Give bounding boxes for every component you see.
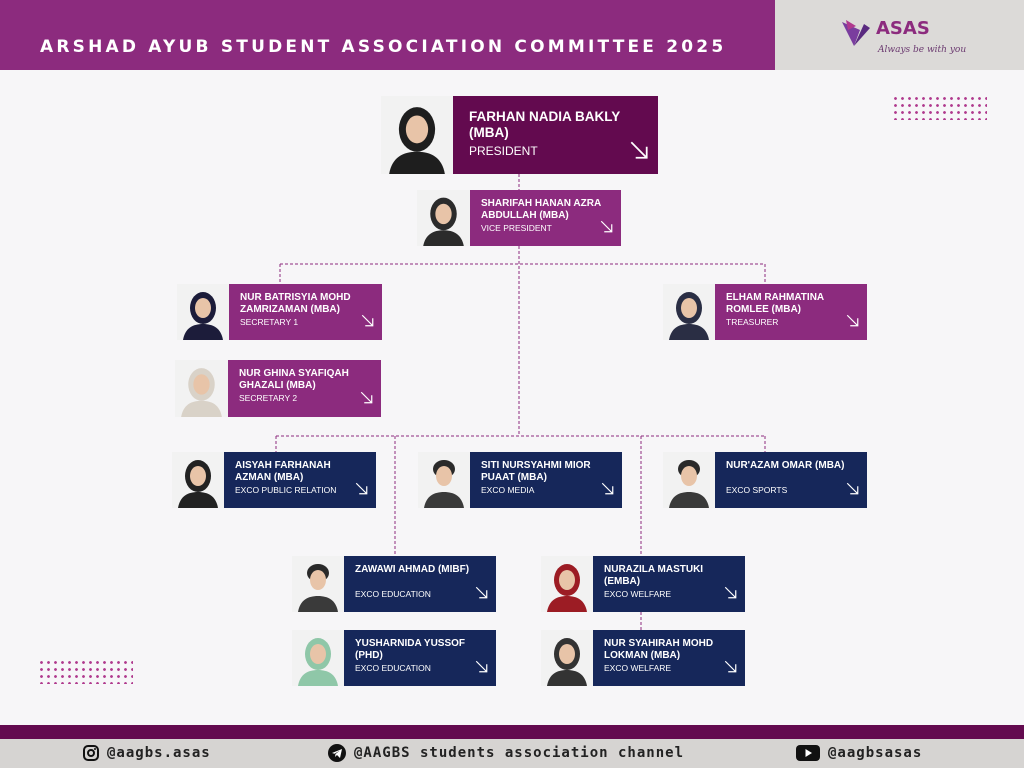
youtube-icon bbox=[796, 745, 820, 761]
member-role: VICE PRESIDENT bbox=[481, 223, 552, 233]
arrow-down-right-icon bbox=[360, 313, 375, 333]
member-label bbox=[715, 452, 867, 508]
member-photo bbox=[541, 630, 593, 686]
member-role: EXCO WELFARE bbox=[604, 589, 672, 599]
member-name: NURAZILA MASTUKI (EMBA) bbox=[604, 564, 704, 587]
decorative-dots-top bbox=[892, 95, 987, 120]
member-photo bbox=[381, 96, 453, 174]
member-name: YUSHARNIDA YUSSOF (PHD) bbox=[355, 638, 466, 661]
member-name: ZAWAWI AHMAD (MIBF) bbox=[355, 564, 470, 575]
member-label bbox=[229, 284, 382, 340]
member-name: NUR BATRISYIA MOHD ZAMRIZAMAN (MBA) bbox=[240, 292, 351, 315]
member-card-vice-president[interactable] bbox=[417, 190, 621, 246]
member-role: EXCO MEDIA bbox=[481, 485, 535, 495]
member-role: EXCO WELFARE bbox=[604, 663, 672, 673]
footer-band bbox=[0, 725, 1024, 739]
member-photo bbox=[541, 556, 593, 612]
member-photo bbox=[292, 556, 344, 612]
arrow-down-right-icon bbox=[600, 481, 615, 501]
member-card-exco-edu1[interactable] bbox=[292, 556, 496, 612]
instagram-handle: @aagbs.asas bbox=[107, 745, 211, 761]
member-card-secretary2[interactable] bbox=[175, 360, 381, 417]
member-photo bbox=[292, 630, 344, 686]
member-role: SECRETARY 1 bbox=[240, 317, 299, 327]
member-card-secretary1[interactable] bbox=[177, 284, 382, 340]
member-role: EXCO EDUCATION bbox=[355, 589, 431, 599]
member-card-exco-sports[interactable] bbox=[663, 452, 867, 508]
arrow-down-right-icon bbox=[474, 659, 489, 679]
instagram-link[interactable] bbox=[83, 744, 211, 762]
member-card-treasurer[interactable] bbox=[663, 284, 867, 340]
member-name: AISYAH FARHANAH AZMAN (MBA) bbox=[235, 460, 331, 483]
member-photo bbox=[663, 284, 715, 340]
member-name: SHARIFAH HANAN AZRA ABDULLAH (MBA) bbox=[481, 198, 601, 221]
member-card-president[interactable] bbox=[381, 96, 658, 174]
member-role: EXCO EDUCATION bbox=[355, 663, 431, 673]
member-card-exco-welfare2[interactable] bbox=[541, 630, 745, 686]
youtube-link[interactable] bbox=[796, 744, 922, 762]
member-role: TREASURER bbox=[726, 317, 779, 327]
arrow-down-right-icon bbox=[599, 219, 614, 239]
telegram-link[interactable] bbox=[328, 744, 684, 762]
arrow-down-right-icon bbox=[723, 585, 738, 605]
arrow-down-right-icon bbox=[359, 390, 374, 410]
member-role: PRESIDENT bbox=[469, 144, 538, 158]
header-bar bbox=[0, 0, 775, 70]
member-photo bbox=[663, 452, 715, 508]
member-label bbox=[470, 190, 621, 246]
telegram-icon bbox=[328, 744, 346, 762]
member-photo bbox=[418, 452, 470, 508]
member-photo bbox=[417, 190, 470, 246]
telegram-channel: @AAGBS students association channel bbox=[354, 745, 685, 761]
arrow-down-right-icon bbox=[845, 313, 860, 333]
member-label bbox=[224, 452, 376, 508]
arrow-down-right-icon bbox=[354, 481, 369, 501]
logo-slogan: Always be with you bbox=[878, 45, 967, 55]
member-photo bbox=[175, 360, 228, 417]
member-card-exco-edu2[interactable] bbox=[292, 630, 496, 686]
member-label bbox=[344, 630, 496, 686]
instagram-icon bbox=[83, 745, 99, 761]
member-name: NUR GHINA SYAFIQAH GHAZALI (MBA) bbox=[239, 368, 349, 391]
member-photo bbox=[177, 284, 229, 340]
member-role: EXCO SPORTS bbox=[726, 485, 788, 495]
member-label bbox=[715, 284, 867, 340]
member-label bbox=[453, 96, 658, 174]
member-name: NUR'AZAM OMAR (MBA) bbox=[726, 460, 845, 471]
page-title: ARSHAD AYUB STUDENT ASSOCIATION COMMITTEE 2025 bbox=[40, 37, 727, 57]
member-card-exco-welfare1[interactable] bbox=[541, 556, 745, 612]
member-name: ELHAM RAHMATINA ROMLEE (MBA) bbox=[726, 292, 824, 315]
member-label bbox=[470, 452, 622, 508]
member-photo bbox=[172, 452, 224, 508]
decorative-dots-bottom bbox=[38, 659, 133, 684]
member-name: NUR SYAHIRAH MOHD LOKMAN (MBA) bbox=[604, 638, 714, 661]
member-label bbox=[593, 630, 745, 686]
member-role: SECRETARY 2 bbox=[239, 393, 298, 403]
arrow-down-right-icon bbox=[628, 139, 650, 166]
member-name: SITI NURSYAHMI MIOR PUAAT (MBA) bbox=[481, 460, 591, 483]
member-label bbox=[593, 556, 745, 612]
member-label bbox=[344, 556, 496, 612]
member-name: FARHAN NADIA BAKLY (MBA) bbox=[469, 109, 621, 140]
member-role: EXCO PUBLIC RELATION bbox=[235, 485, 337, 495]
arrow-down-right-icon bbox=[723, 659, 738, 679]
mortarboard-icon bbox=[840, 16, 876, 52]
youtube-handle: @aagbsasas bbox=[828, 745, 923, 761]
arrow-down-right-icon bbox=[474, 585, 489, 605]
member-label bbox=[228, 360, 381, 417]
member-card-exco-pr[interactable] bbox=[172, 452, 376, 508]
member-card-exco-media[interactable] bbox=[418, 452, 622, 508]
arrow-down-right-icon bbox=[845, 481, 860, 501]
logo-brand: ASAS bbox=[876, 18, 930, 39]
